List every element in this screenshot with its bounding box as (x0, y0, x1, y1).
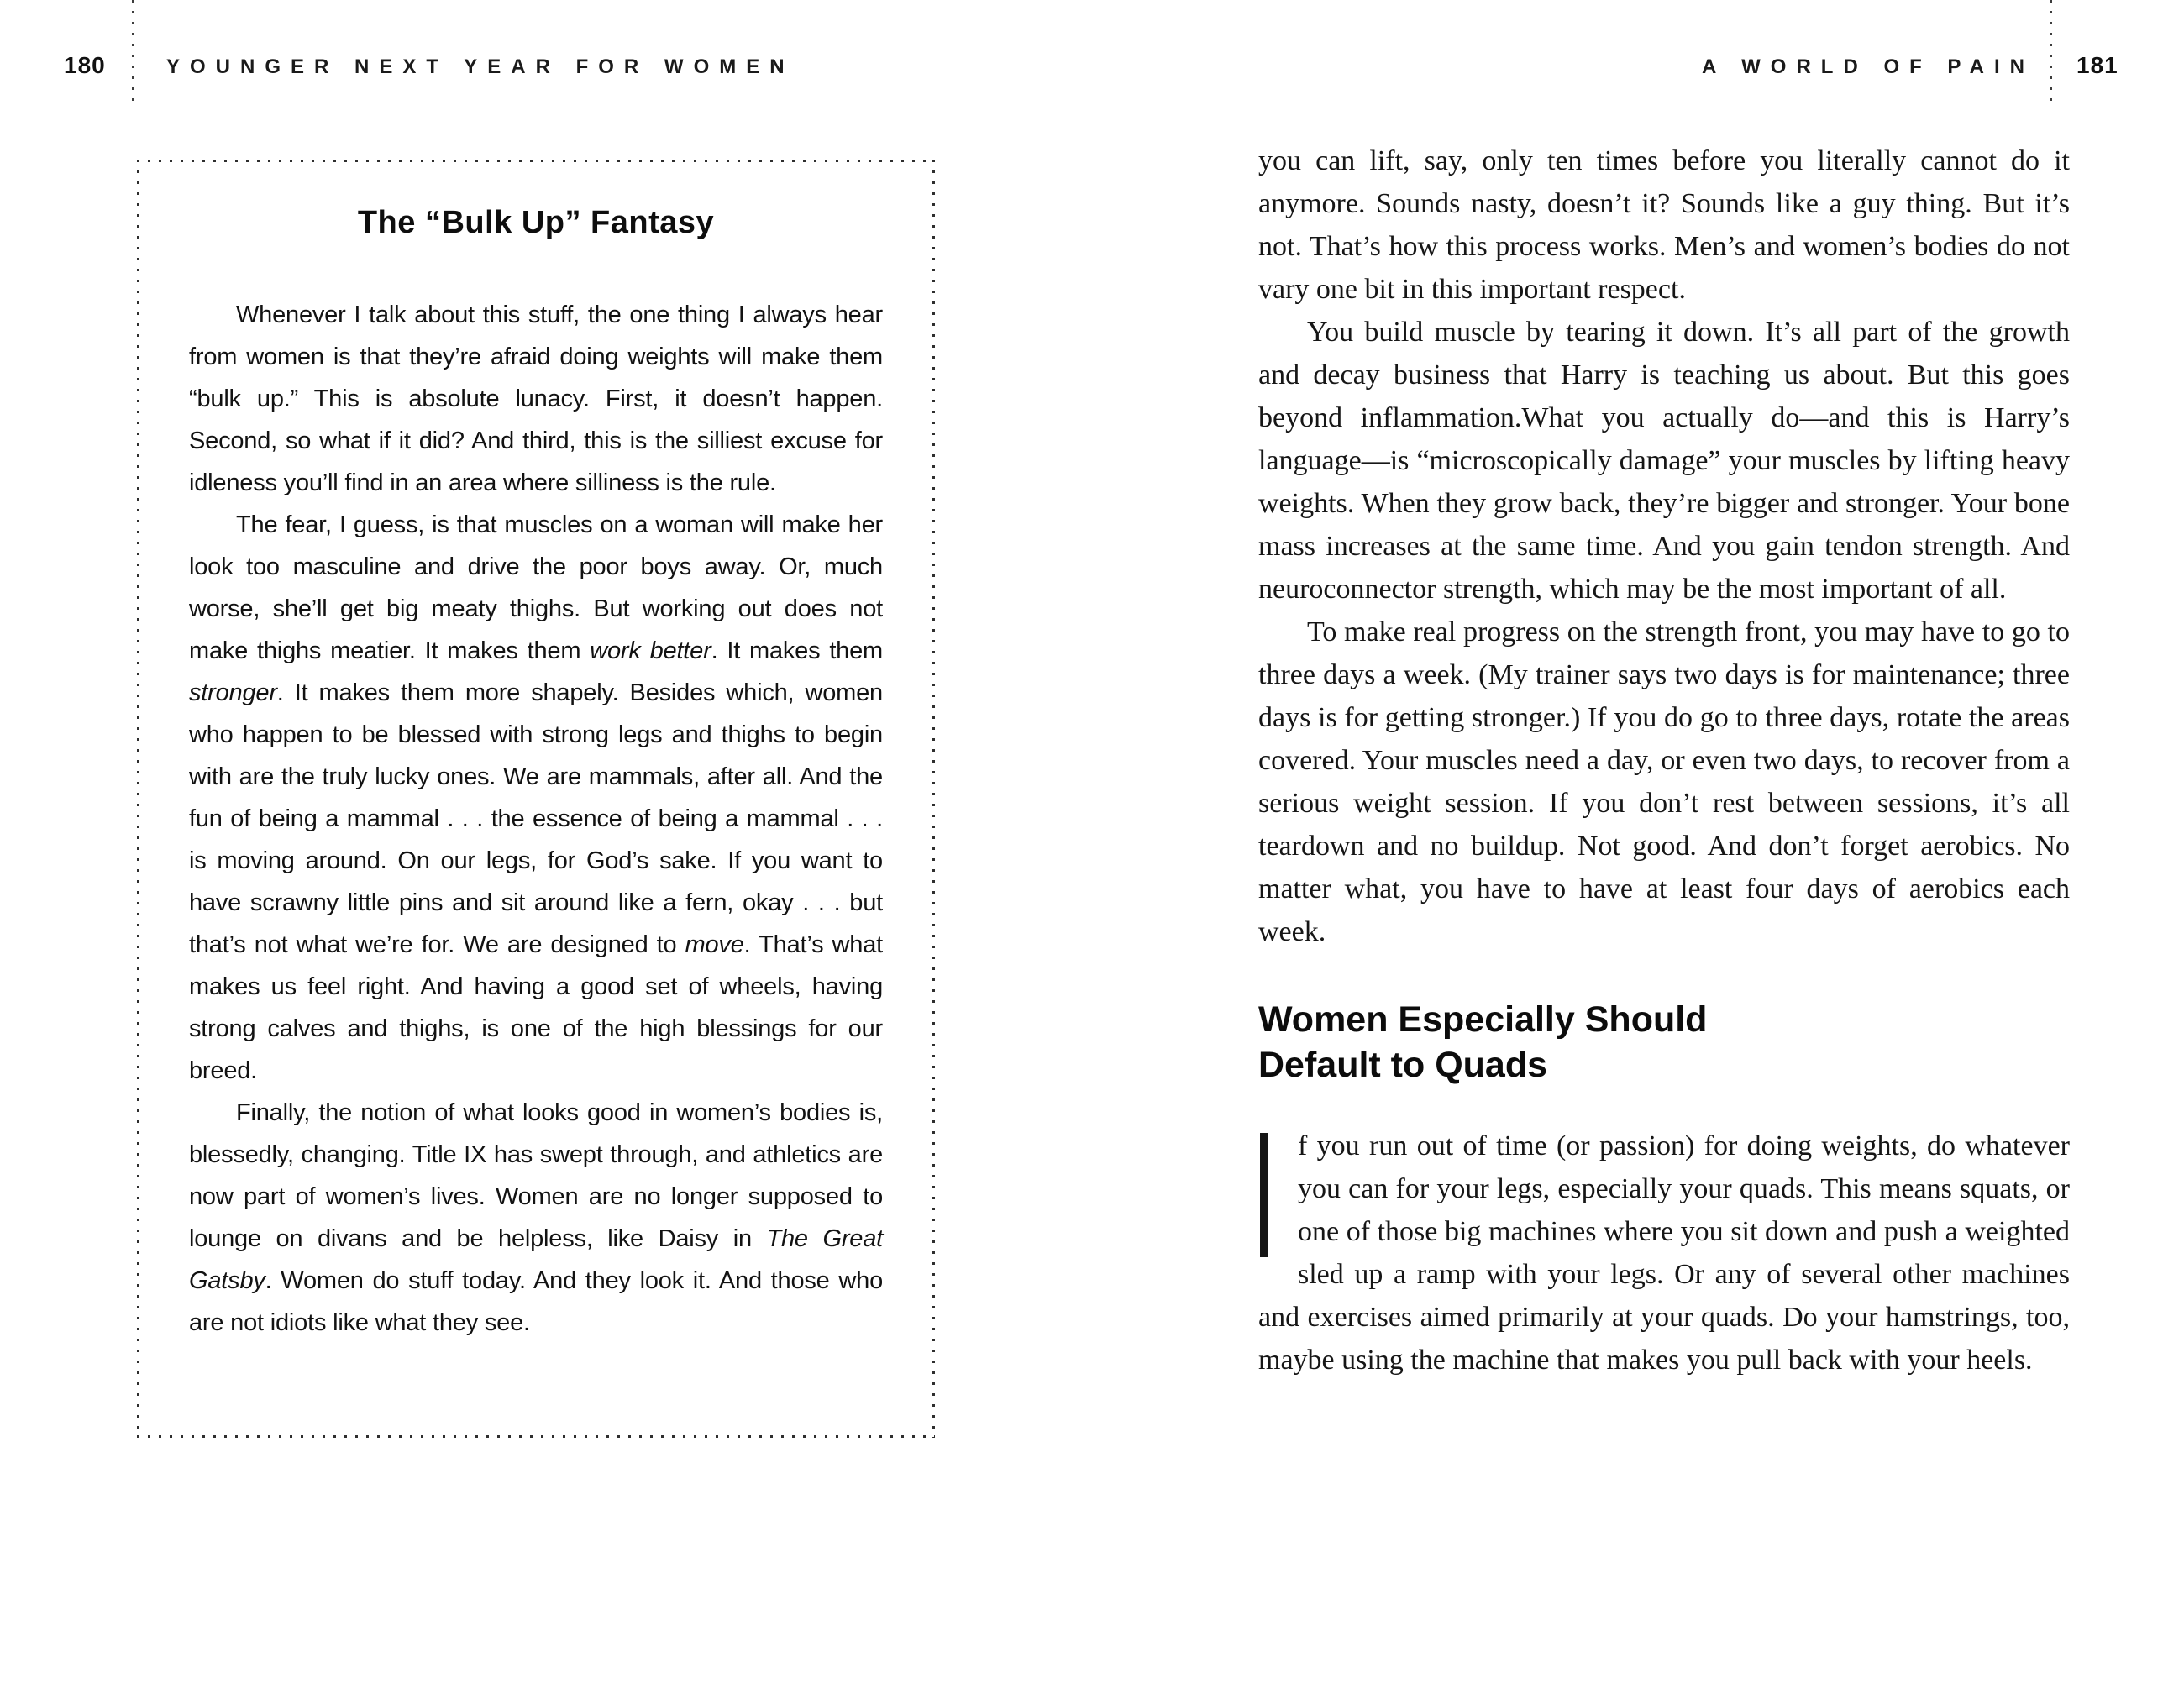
left-header-dotted-rule (132, 0, 134, 109)
box-title: The “Bulk Up” Fantasy (357, 205, 715, 240)
dropcap-paragraph (1258, 1125, 2070, 1382)
right-header-dotted-rule (2050, 0, 2052, 109)
section-heading-line1: Women Especially Should (1258, 999, 1708, 1040)
body-paragraph: You build muscle by tearing it down. It’s all part of the growth and decay business that Harry is teaching us about. But this goes beyond inflammation.What you actually do—and this is Harry’s language—is “microscopically damage” your muscles by lifting heavy weights. When they grow back, they’re bigger and stronger. Your bone mass increases at the same time. And you gain tendon strength. And neuroconnector strength, which may be the most important of all. (1258, 317, 2070, 605)
body-paragraph: you can lift, say, only ten times before you literally cannot do it anymore. Sounds nasty, doesn’t it? Sounds like a guy thing. But it’s not. That’s how this process works. Men’s and women’s bodies do not vary one bit in this important respect. (1258, 145, 2070, 305)
left-running-title: YOUNGER NEXT YEAR FOR WOMEN (166, 55, 795, 78)
left-page-number: 180 (64, 52, 106, 78)
drop-cap-letter-i (1260, 1133, 1268, 1257)
right-page-number: 181 (2076, 52, 2118, 78)
bulk-up-fantasy-box (137, 160, 935, 1438)
right-page-column (1258, 139, 2070, 1382)
box-paragraph: Finally, the notion of what looks good in women’s bodies is, blessedly, changing. Title IX has swept through, and athletics are now part of women’s lives. Women are no longer supposed to lounge on divans and be helpless, like Daisy in The Great Gatsby. Women do stuff today. And they look it. And those who are not idiots like what they see. (189, 1099, 883, 1336)
body-paragraph: To make real progress on the strength front, you may have to go to three days a week. (My trainer says two days is for maintenance; three days is for getting stronger.) If you do go to three days, rotate the areas covered. Your muscles need a day, or even two days, to recover from a serious weight session. If you don’t rest between sessions, it’s all teardown and no buildup. Not good. And don’t forget aerobics. No matter what, you have to have at least four days of aerobics each week. (1258, 616, 2070, 947)
box-paragraph: Whenever I talk about this stuff, the one thing I always hear from women is that they’re afraid doing weights will make them “bulk up.” This is absolute lunacy. First, it doesn’t happen. Second, so what if it did? And third, this is the silliest excuse for idleness you’ll find in an area where silliness is the rule. (189, 301, 883, 496)
box-paragraph: The fear, I guess, is that muscles on a woman will make her look too masculine and drive the poor boys away. Or, much worse, she’ll get big meaty thighs. But working out does not make thighs meatier. It makes them work better. It makes them stronger. It makes them more shapely. Besides which, women who happen to be blessed with strong legs and thighs to begin with are the truly lucky ones. We are mammals, after all. And the fun of being a mammal . . . the essence of being a mammal . . . is moving around. On our legs, for God’s sake. If you want to have scrawny little pins and sit around like a fern, okay . . . but that’s not what we’re for. We are designed to move. That’s what makes us feel right. And having a good set of wheels, having strong calves and thighs, is one of the high blessings for our breed. (189, 511, 884, 1084)
right-running-title: A WORLD OF PAIN (1702, 55, 2034, 78)
dropcap-paragraph-text: f you run out of time (or passion) for doing weights, do whatever you can for your legs, especially your quads. This means squats, or one of those big machines where you sit down and push a weighted sled up a ramp with your legs. Or any of several other machines and exercises aimed primarily at your quads. Do your hamstrings, too, maybe using the machine that makes you pull back with your heels. (1258, 1130, 2070, 1376)
section-heading-line2: Default to Quads (1258, 1045, 1548, 1085)
section-heading (1258, 997, 2070, 1088)
box-body (189, 294, 883, 1344)
